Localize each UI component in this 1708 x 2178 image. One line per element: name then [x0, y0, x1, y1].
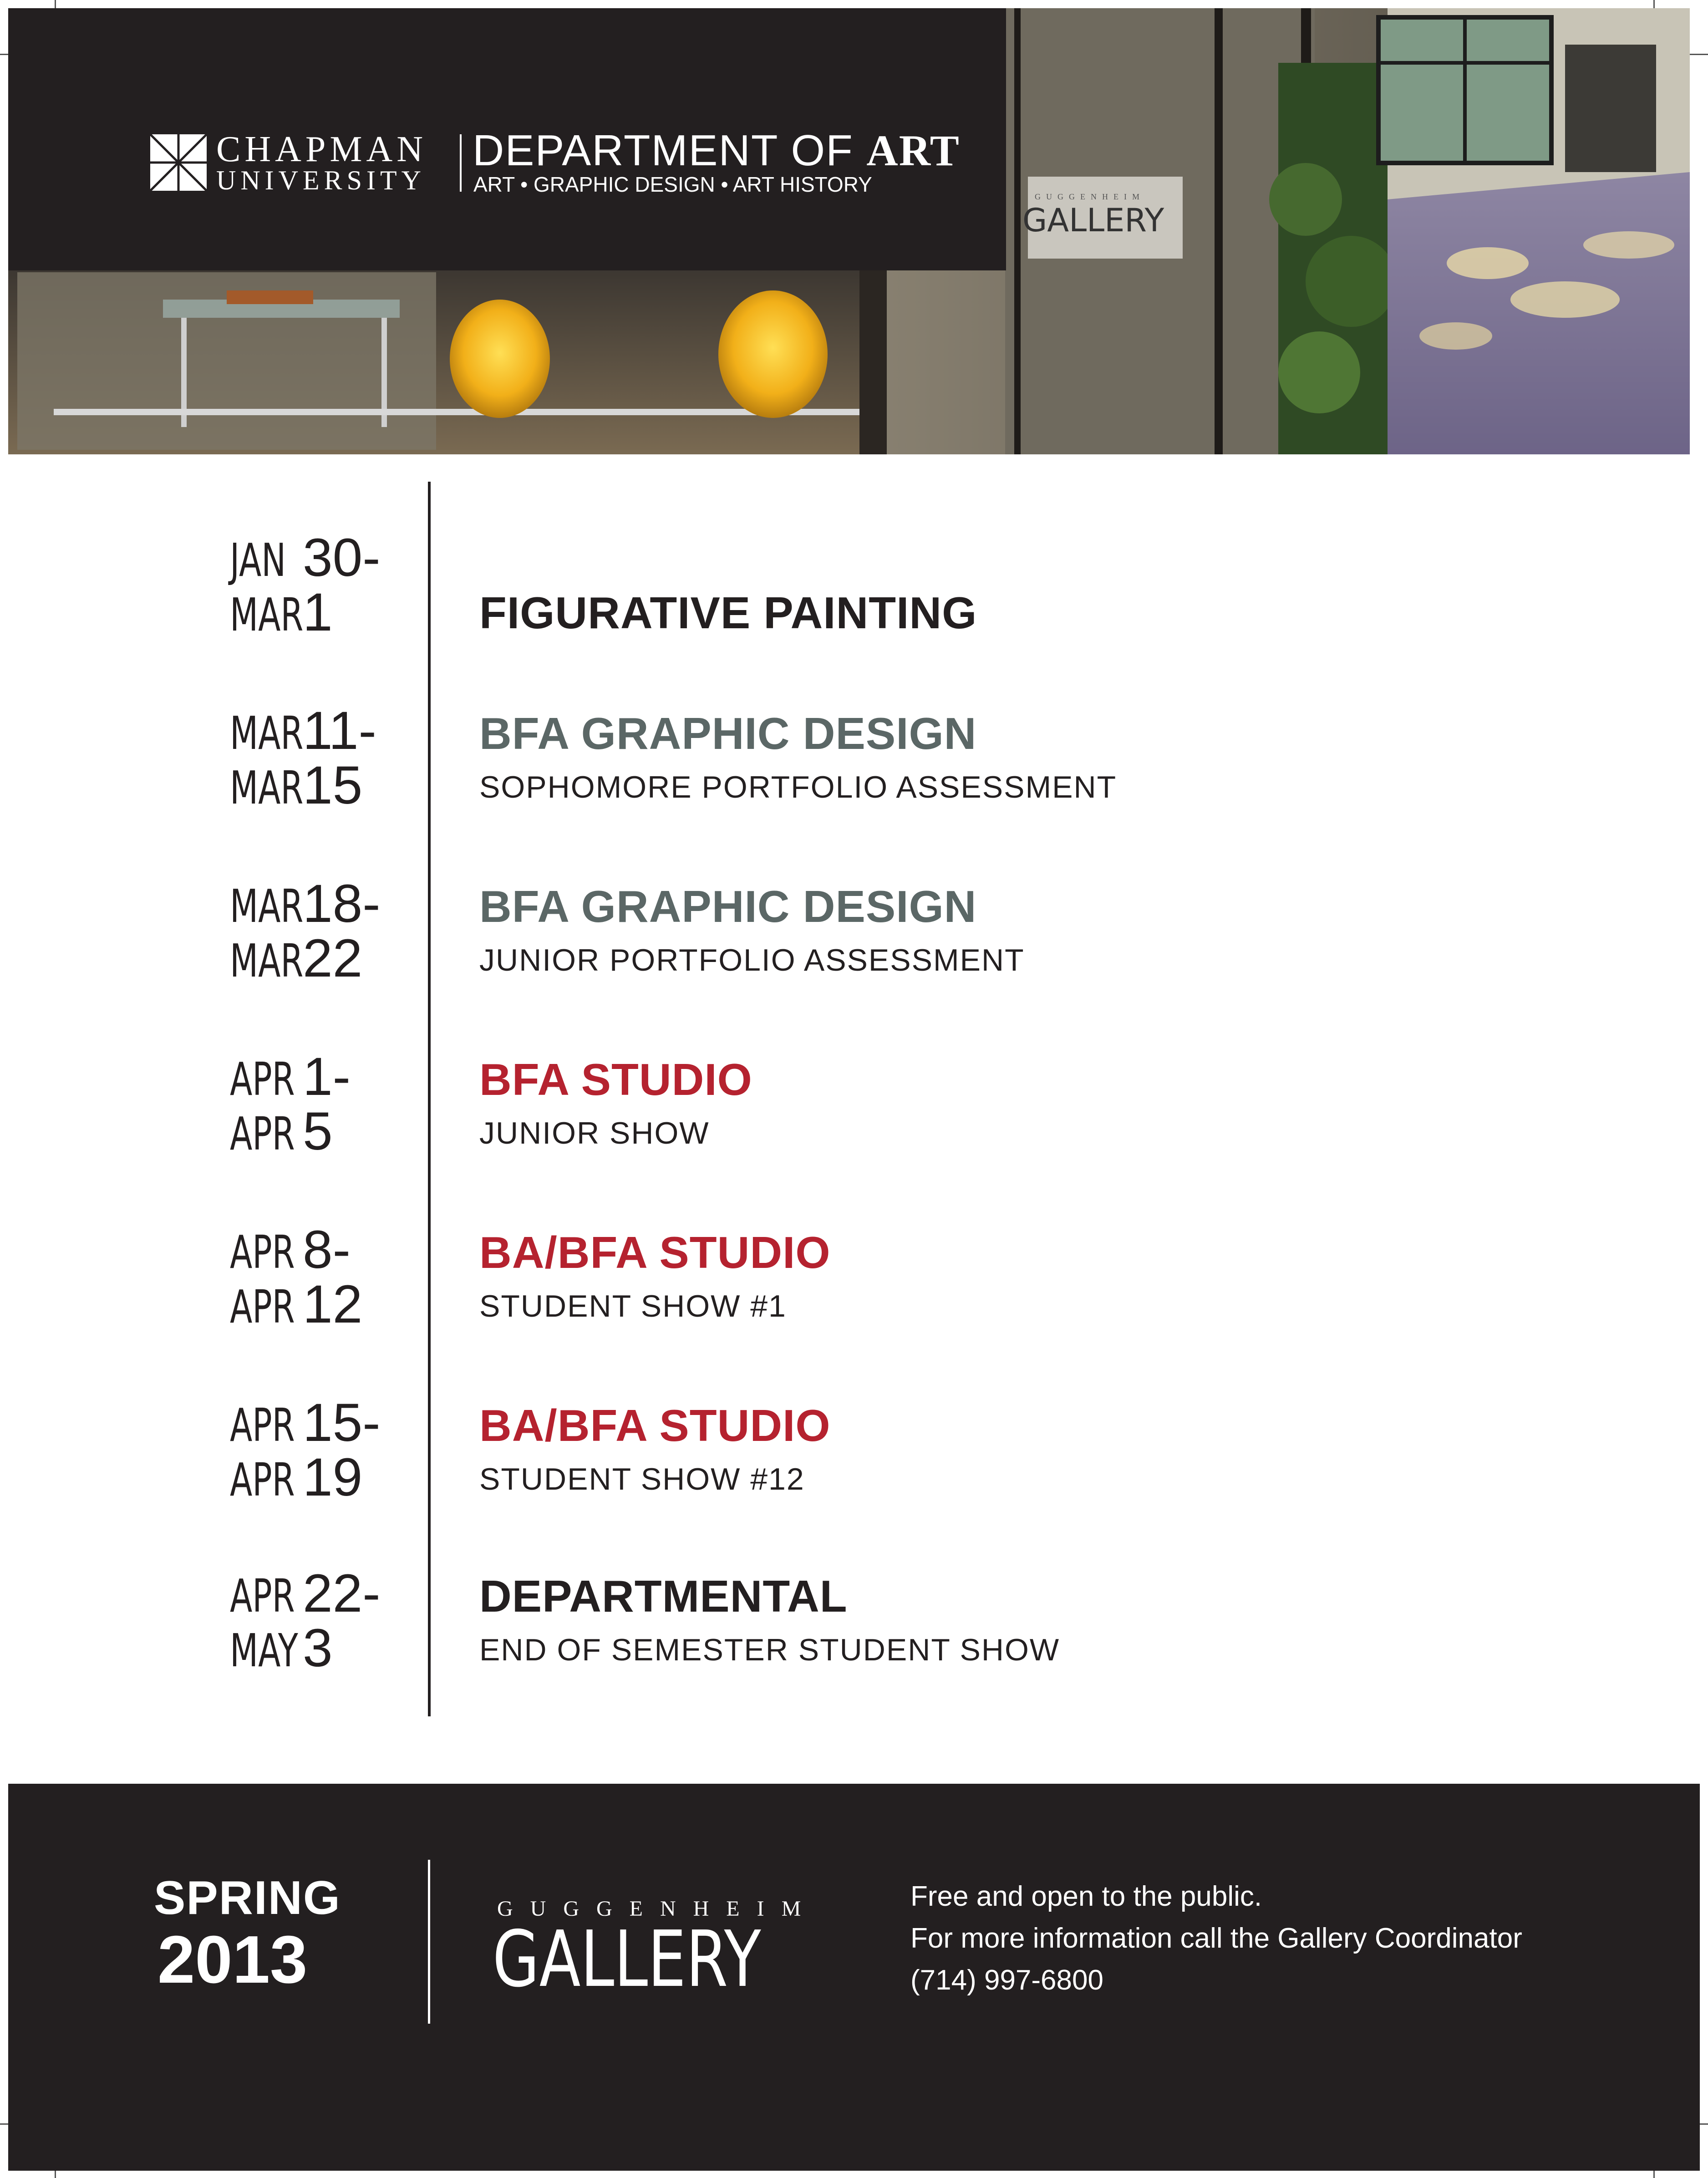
info-phone: (714) 997-6800 [910, 1964, 1103, 1996]
event-title: BFA GRAPHIC DESIGN [479, 708, 977, 758]
event-title: FIGURATIVE PAINTING [479, 588, 977, 638]
event-end-day: 15 [303, 755, 363, 815]
season-year: 2013 [158, 1922, 308, 1997]
event-end-date [230, 1274, 363, 1334]
event-start-month: APR [230, 1569, 295, 1623]
event-end-date [230, 928, 381, 988]
gallery-name-large: GALLERY [493, 1914, 761, 2005]
event-end-month: APR [230, 1107, 295, 1160]
event-end-date [230, 1101, 351, 1161]
event-start-month: JAN [230, 534, 286, 587]
event-date-range [230, 876, 381, 986]
event-start-day: 18- [303, 874, 381, 934]
event-end-month: MAR [230, 934, 304, 987]
event-start-date [230, 1220, 362, 1280]
event-date-range [230, 703, 376, 813]
header-divider [460, 134, 462, 192]
event-end-date [230, 1447, 381, 1507]
event-end-day: 3 [303, 1618, 333, 1678]
event-end-date [230, 582, 381, 642]
event-start-month: APR [230, 1053, 295, 1106]
event-date-range [230, 1222, 362, 1332]
university-name-line2: UNIVERSITY [216, 165, 426, 195]
event-start-month: APR [230, 1226, 295, 1279]
event-start-month: APR [230, 1399, 295, 1452]
event-end-date [230, 755, 376, 815]
event-end-month: MAR [230, 761, 304, 814]
event-end-date [230, 1618, 381, 1678]
footer-divider [428, 1860, 430, 2024]
event-date-range [230, 1049, 351, 1159]
event-end-day: 12 [303, 1274, 363, 1334]
event-subtitle: STUDENT SHOW #12 [479, 1462, 805, 1496]
info-line-coordinator: For more information call the Gallery Coordinator [910, 1923, 1522, 1954]
event-start-day: 15- [303, 1393, 381, 1453]
event-start-date [230, 874, 381, 934]
info-line-public: Free and open to the public. [910, 1881, 1262, 1912]
event-end-month: APR [230, 1453, 295, 1506]
department-subtitle: ART • GRAPHIC DESIGN • ART HISTORY [473, 173, 872, 196]
university-name-line1: CHAPMAN [216, 129, 427, 169]
gallery-name-small: GUGGENHEIM [497, 1897, 818, 1921]
event-date-range [230, 1395, 381, 1505]
event-date-range [230, 1563, 381, 1678]
event-end-day: 1 [303, 582, 333, 642]
chapman-logo-icon [150, 134, 207, 191]
event-end-day: 5 [303, 1101, 333, 1161]
event-title: BFA STUDIO [479, 1054, 752, 1104]
event-title: BFA GRAPHIC DESIGN [479, 881, 977, 931]
event-start-date [230, 1393, 381, 1453]
event-start-date [230, 1563, 381, 1623]
event-end-month: APR [230, 1280, 295, 1333]
event-start-day: 30- [303, 528, 381, 588]
event-end-month: MAY [230, 1624, 298, 1677]
sign-large-text: GALLERY [1022, 202, 1164, 239]
event-subtitle: JUNIOR SHOW [479, 1116, 710, 1150]
event-subtitle: STUDENT SHOW #1 [479, 1289, 787, 1323]
event-title: DEPARTMENTAL [479, 1571, 848, 1621]
event-start-month: MAR [230, 880, 304, 933]
event-date-range [230, 530, 381, 640]
sign-small-text: GUGGENHEIM [1035, 192, 1145, 201]
event-end-month: MAR [230, 588, 304, 641]
event-start-date [230, 528, 381, 588]
event-start-day: 1- [303, 1047, 351, 1107]
event-title: BA/BFA STUDIO [479, 1227, 831, 1277]
event-subtitle: END OF SEMESTER STUDENT SHOW [479, 1633, 1060, 1667]
timeline-divider [428, 482, 431, 1716]
event-end-day: 22 [303, 928, 363, 988]
event-start-day: 11- [303, 701, 376, 761]
event-subtitle: JUNIOR PORTFOLIO ASSESSMENT [479, 943, 1025, 977]
season-label: SPRING [154, 1872, 341, 1924]
event-subtitle: SOPHOMORE PORTFOLIO ASSESSMENT [479, 770, 1117, 804]
event-start-date [230, 701, 376, 761]
event-start-month: MAR [230, 707, 304, 760]
event-start-day: 8- [303, 1220, 351, 1280]
event-start-date [230, 1047, 351, 1107]
event-start-day: 22- [303, 1563, 381, 1623]
event-title: BA/BFA STUDIO [479, 1400, 831, 1450]
department-title: DEPARTMENT OF ART [473, 126, 960, 175]
event-end-day: 19 [303, 1447, 363, 1507]
